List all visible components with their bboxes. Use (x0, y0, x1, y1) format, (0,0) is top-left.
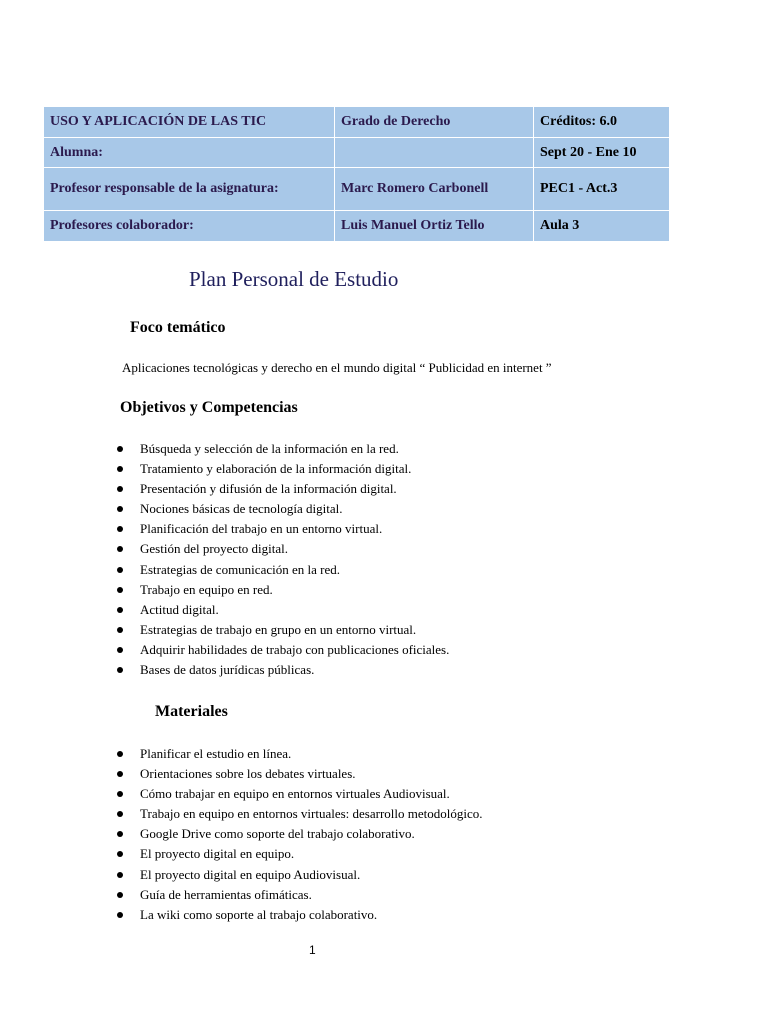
bullet-icon (117, 466, 123, 472)
list-item-text: Orientaciones sobre los debates virtuales. (140, 766, 356, 782)
bullet-icon (117, 811, 123, 817)
bullet-icon (117, 567, 123, 573)
list-item-text: Planificar el estudio en línea. (140, 746, 292, 761)
foco-heading: Foco temático (130, 319, 226, 336)
subject-cell: USO Y APLICACIÓN DE LAS TIC (44, 107, 335, 138)
degree-cell: Grado de Derecho (335, 107, 534, 138)
credits-cell: Créditos: 6.0 (534, 107, 670, 138)
list-item-text: El proyecto digital en equipo. (140, 846, 295, 862)
list-item-text: Estrategias de comunicación en la red. (140, 561, 340, 577)
period-cell: Sept 20 - Ene 10 (534, 138, 670, 168)
bullet-icon (117, 587, 123, 593)
list-item-text: Gestión del proyecto digital. (140, 541, 289, 557)
bullet-icon (117, 446, 123, 452)
list-item-text: Trabajo en equipo en red. (140, 581, 273, 597)
bullet-icon (117, 667, 123, 673)
bullet-icon (117, 647, 123, 653)
bullet-icon (117, 526, 123, 532)
bullet-icon (117, 851, 123, 857)
list-item-text: Nociones básicas de tecnología digital. (140, 501, 343, 517)
bullet-icon (117, 607, 123, 613)
bullet-icon (117, 831, 123, 837)
list-item-text: Adquirir habilidades de trabajo con publicaciones oficiales. (140, 641, 450, 657)
bullet-icon (117, 751, 123, 757)
bullet-icon (117, 892, 123, 898)
list-item-text: Guía de herramientas ofimáticas. (140, 886, 312, 902)
list-item-text: La wiki como soporte al trabajo colaborativo. (140, 906, 378, 922)
page-title: Plan Personal de Estudio (189, 267, 399, 291)
page-number: 1 (309, 943, 316, 957)
list-item-text: Búsqueda y selección de la información en la red. (140, 441, 399, 456)
bullet-icon (117, 546, 123, 552)
foco-text: Aplicaciones tecnológicas y derecho en el mundo digital “ Publicidad en internet ” (122, 360, 552, 375)
list-item-text: El proyecto digital en equipo Audiovisual. (140, 866, 361, 882)
bullet-icon (117, 506, 123, 512)
list-item-text: Trabajo en equipo en entornos virtuales: desarrollo metodológico. (140, 806, 483, 822)
classroom-cell: Aula 3 (534, 211, 670, 242)
list-item-text: Actitud digital. (140, 601, 219, 617)
bullet-icon (117, 912, 123, 918)
bullet-icon (117, 872, 123, 878)
table-row (44, 107, 670, 138)
table-row (44, 211, 670, 242)
list-item-text: Estrategias de trabajo en grupo en un entorno virtual. (140, 621, 417, 637)
collaborator-name-cell: Luis Manuel Ortiz Tello (335, 211, 534, 242)
list-item-text: Cómo trabajar en equipo en entornos virtuales Audiovisual. (140, 786, 450, 802)
list-item-text: Presentación y difusión de la información digital. (140, 481, 397, 497)
activity-cell: PEC1 - Act.3 (534, 168, 670, 211)
collaborator-label-cell: Profesores colaborador: (44, 211, 335, 242)
bullet-icon (117, 771, 123, 777)
materiales-heading: Materiales (155, 703, 228, 720)
student-name-cell (335, 138, 534, 168)
table-row (44, 168, 670, 211)
responsible-label-cell: Profesor responsable de la asignatura: (44, 168, 335, 211)
list-item-text: Google Drive como soporte del trabajo colaborativo. (140, 826, 415, 842)
bullet-icon (117, 486, 123, 492)
list-item-text: Bases de datos jurídicas públicas. (140, 662, 315, 678)
objetivos-heading: Objetivos y Competencias (120, 399, 298, 416)
bullet-icon (117, 791, 123, 797)
course-info-table (43, 106, 670, 242)
responsible-name-cell: Marc Romero Carbonell (335, 168, 534, 211)
student-label-cell: Alumna: (44, 138, 335, 168)
list-item-text: Tratamiento y elaboración de la información digital. (140, 461, 412, 477)
bullet-icon (117, 627, 123, 633)
table-row (44, 138, 670, 168)
list-item-text: Planificación del trabajo en un entorno virtual. (140, 521, 383, 537)
